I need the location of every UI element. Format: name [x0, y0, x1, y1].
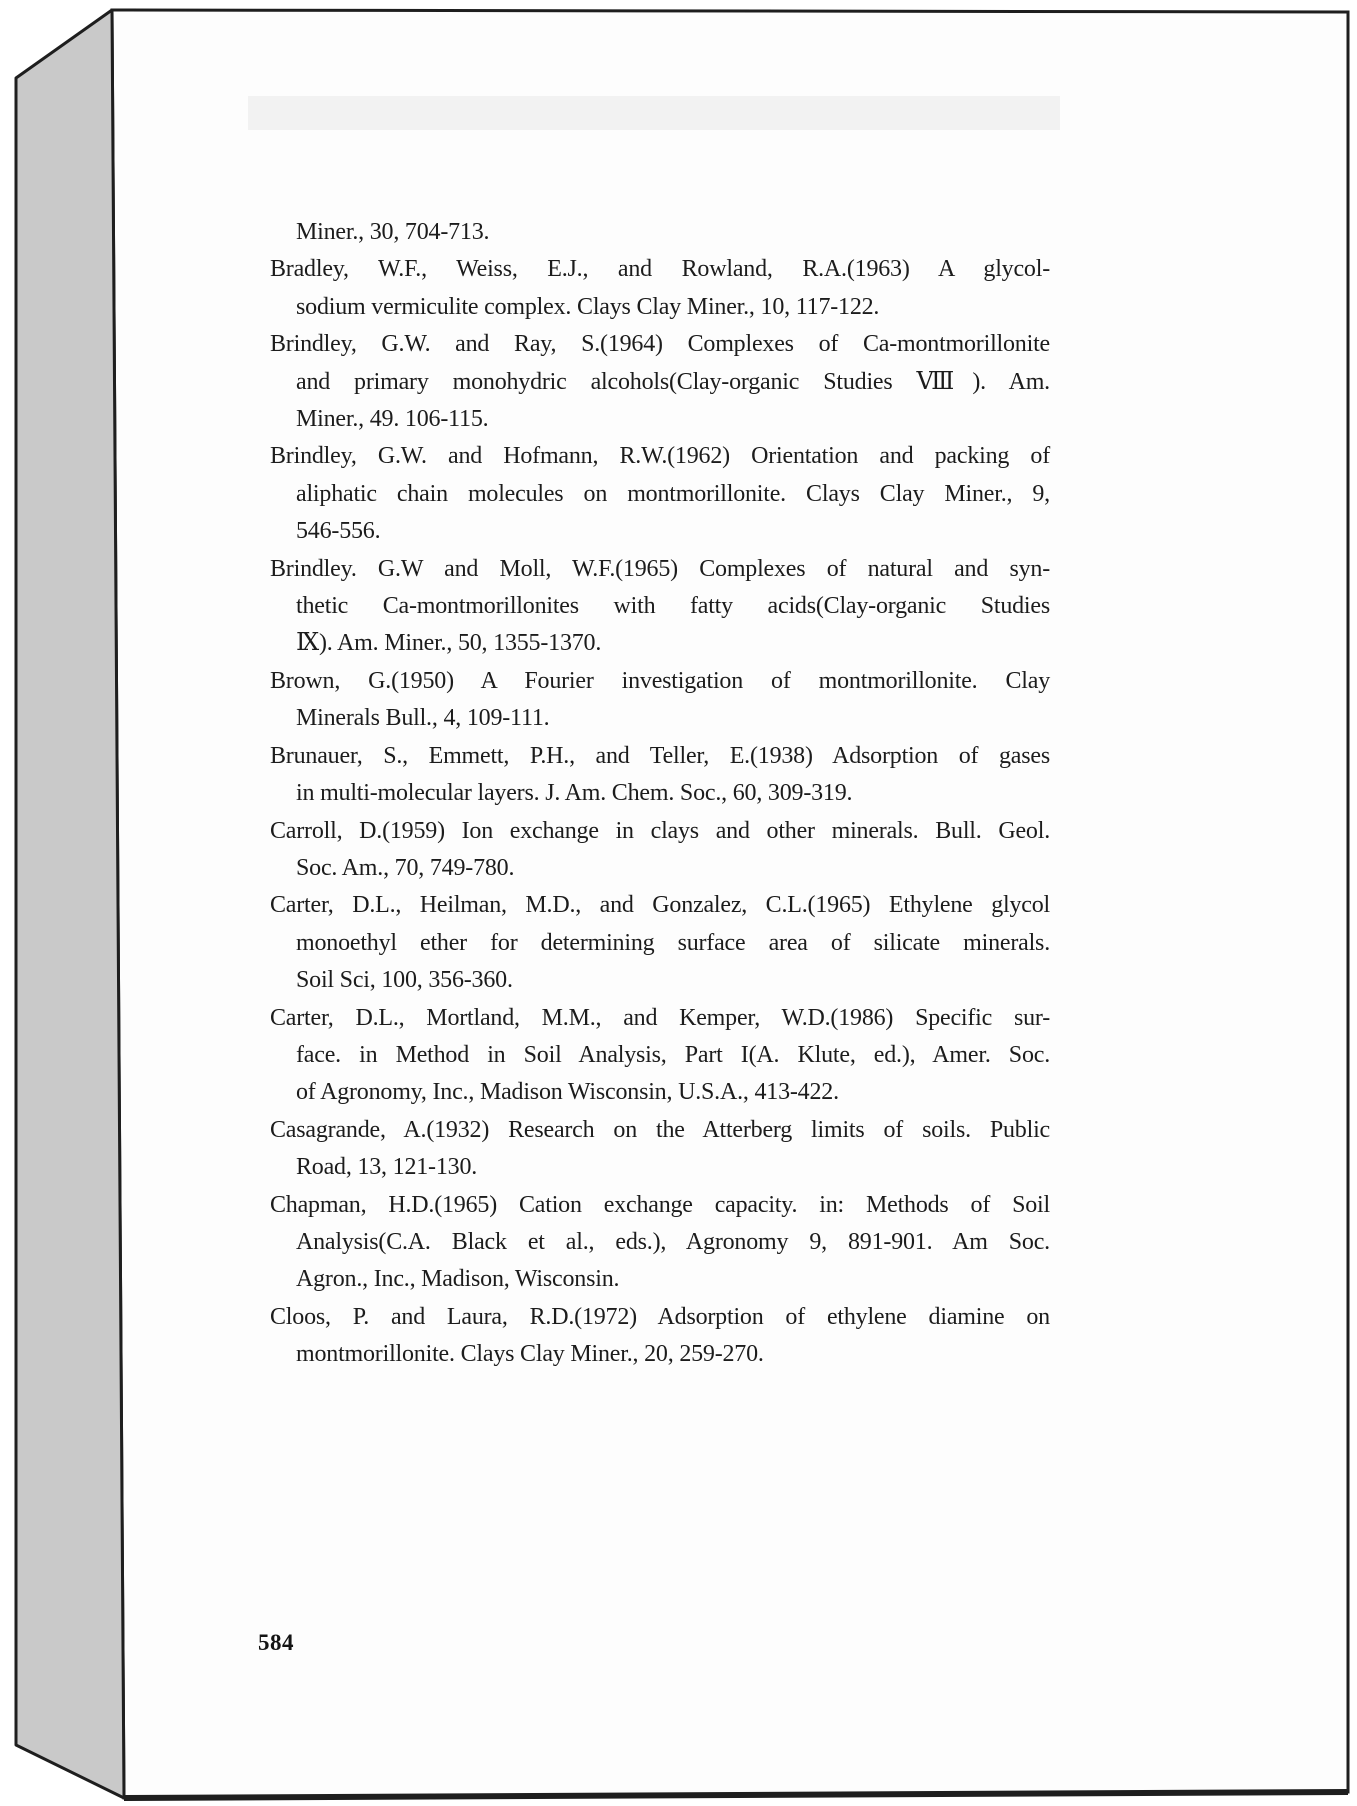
reference-line: Soc. Am., 70, 749-780. [296, 854, 515, 881]
reference-line: Bradley, W.F., Weiss, E.J., and Rowland, R.A.(1963) A glycol- [270, 256, 1050, 283]
reference-entry [270, 1299, 1050, 1374]
reference-line: Carter, D.L., Mortland, M.M., and Kemper, W.D.(1986) Specific sur- [270, 1004, 1050, 1031]
references-list [270, 214, 1050, 1374]
reference-line: Ⅸ). Am. Miner., 50, 1355-1370. [296, 630, 602, 657]
reference-line: and primary monohydric alcohols(Clay-organic Studies Ⅷ). Am. [296, 368, 1050, 395]
reference-line: of Agronomy, Inc., Madison Wisconsin, U.S.A., 413-422. [296, 1079, 839, 1106]
reference-entry [270, 1000, 1050, 1112]
reference-entry [270, 663, 1050, 738]
reference-line: in multi-molecular layers. J. Am. Chem. Soc., 60, 309-319. [296, 780, 853, 807]
reference-line: Miner., 30, 704-713. [296, 219, 490, 245]
reference-line: montmorillonite. Clays Clay Miner., 20, 259-270. [296, 1341, 764, 1368]
reference-entry [270, 551, 1050, 663]
reference-line: Soil Sci, 100, 356-360. [296, 967, 513, 994]
reference-line: face. in Method in Soil Analysis, Part I(A. Klute, ed.), Amer. Soc. [296, 1041, 1050, 1068]
reference-entry [270, 1112, 1050, 1187]
reference-line: Agron., Inc., Madison, Wisconsin. [296, 1266, 620, 1293]
reference-line: Road, 13, 121-130. [296, 1154, 478, 1181]
reference-entry [270, 887, 1050, 999]
reference-line: Brindley. G.W and Moll, W.F.(1965) Complexes of natural and syn- [270, 555, 1050, 582]
reference-line: monoethyl ether for determining surface area of silicate minerals. [296, 929, 1050, 956]
reference-entry [270, 438, 1050, 550]
reference-line: aliphatic chain molecules on montmorillonite. Clays Clay Miner., 9, [296, 480, 1050, 507]
book-spine [16, 10, 124, 1798]
reference-line: sodium vermiculite complex. Clays Clay Miner., 10, 117-122. [296, 293, 880, 320]
reference-entry [270, 214, 1050, 251]
reference-entry [270, 326, 1050, 438]
reference-line: Carroll, D.(1959) Ion exchange in clays and other minerals. Bull. Geol. [270, 817, 1050, 844]
reference-line: Analysis(C.A. Black et al., eds.), Agronomy 9, 891-901. Am Soc. [296, 1228, 1050, 1255]
reference-line: Brunauer, S., Emmett, P.H., and Teller, E.(1938) Adsorption of gases [270, 742, 1050, 769]
reference-line: Brindley, G.W. and Hofmann, R.W.(1962) Orientation and packing of [270, 443, 1050, 470]
reference-line: 546-556. [296, 518, 381, 545]
reference-entry [270, 1187, 1050, 1299]
reference-line: Cloos, P. and Laura, R.D.(1972) Adsorption of ethylene diamine on [270, 1303, 1050, 1330]
reference-entry [270, 813, 1050, 888]
reference-line: Carter, D.L., Heilman, M.D., and Gonzalez, C.L.(1965) Ethylene glycol [270, 892, 1050, 919]
reference-line: thetic Ca-montmorillonites with fatty acids(Clay-organic Studies [296, 593, 1050, 620]
scan-artifact-band [248, 96, 1060, 130]
reference-line: Brindley, G.W. and Ray, S.(1964) Complexes of Ca-montmorillonite [270, 331, 1050, 358]
reference-entry [270, 251, 1050, 326]
reference-line: Brown, G.(1950) A Fourier investigation of montmorillonite. Clay [270, 667, 1050, 694]
reference-line: Chapman, H.D.(1965) Cation exchange capacity. in: Methods of Soil [270, 1191, 1050, 1218]
reference-line: Casagrande, A.(1932) Research on the Atterberg limits of soils. Public [270, 1116, 1050, 1143]
reference-line: Miner., 49. 106-115. [296, 406, 489, 433]
reference-line: Minerals Bull., 4, 109-111. [296, 705, 550, 732]
page-number: 584 [258, 1630, 294, 1655]
reference-entry [270, 738, 1050, 813]
